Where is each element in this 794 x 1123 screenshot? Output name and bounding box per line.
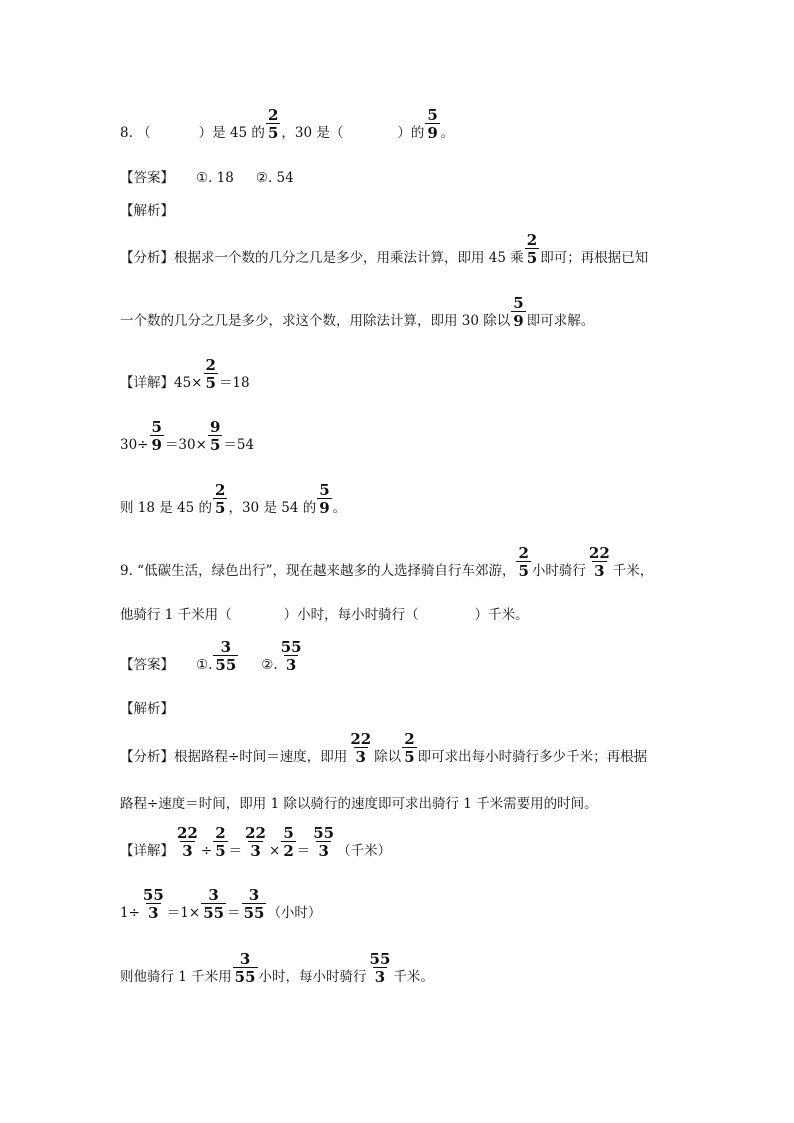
q9-detail-line2: 1÷ $\frac{55}{3}$ ＝1× $\frac{3}{55}$ ＝ $\frac{3}{55}$ （小时） [120,886,322,922]
fraction: $\frac{3}{55}$ [234,950,256,986]
fraction: $\frac{55}{3}$ [142,886,164,922]
fraction: $\frac{55}{3}$ [369,950,391,986]
q8-answer: 【答案】 ①. 18 ②. 54 [120,170,294,186]
fraction: $\frac{5}{9}$ [427,106,438,142]
fraction: $\frac{5}{9}$ [151,418,162,454]
fraction: $\frac{2}{5}$ [404,730,415,766]
fraction: $\frac{22}{3}$ [350,730,372,766]
fraction: $\frac{3}{55}$ [243,886,265,922]
fraction: $\frac{2}{5}$ [215,481,226,517]
q8-detail-line1: 【详解】45× $\frac{2}{5}$ ＝18 [120,356,250,392]
fraction: $\frac{5}{2}$ [283,824,294,860]
fraction: $\frac{2}{5}$ [267,106,279,142]
q9-detail-line1: 【详解】 $\frac{22}{3}$ ÷ $\frac{2}{5}$ ＝ $\frac{22}{3}$ × $\frac{5}{2}$ ＝ $\frac{55}{3}$ （千米） [120,824,392,860]
fraction: $\frac{22}{3}$ [177,824,198,860]
q9-conclusion: 则他骑行 1 千米用 $\frac{3}{55}$ 小时，每小时骑行 $\frac{55}{3}$ 千米。 [120,950,434,986]
fraction: $\frac{2}{5}$ [205,356,216,392]
q8-conclusion: 则 18 是 45 的 $\frac{2}{5}$ ，30 是 54 的 $\frac{5}{9}$ 。 [120,481,347,517]
q9-analysis-tag: 【解析】 [120,701,174,717]
fraction: $\frac{55}{3}$ [280,638,302,674]
q9-question-line2: 他骑行 1 千米用（ ）小时，每小时骑行（ ）千米。 [120,607,529,623]
fraction: $\frac{5}{9}$ [513,294,524,330]
q9-analysis-line2: 路程÷速度＝时间，即用 1 除以骑行的速度即可求出骑行 1 千米需要用的时间。 [120,796,598,812]
fraction: $\frac{22}{3}$ [245,824,266,860]
q8-detail-line2: 30÷ $\frac{5}{9}$ ＝30× $\frac{9}{5}$ ＝54 [120,418,255,454]
fraction: $\frac{9}{5}$ [209,418,221,454]
q8-analysis-tag: 【解析】 [120,203,174,219]
fraction: $\frac{2}{5}$ [518,544,529,580]
q8-question: 8. （ ）是 45 的 $\frac{2}{5}$ ，30 是（ ）的 $\frac{5}{9}$ 。 [120,106,455,142]
fraction: $\frac{2}{5}$ [526,231,538,267]
q8-analysis-line1: 【分析】根据求一个数的几分之几是多少，用乘法计算，即用 45 乘 $\frac{2}{5}$ 即可；再根据已知 [120,231,649,267]
fraction: $\frac{22}{3}$ [588,544,610,580]
fraction: $\frac{5}{9}$ [319,481,330,517]
fraction: $\frac{3}{55}$ [215,638,237,674]
fraction: $\frac{2}{5}$ [215,824,226,860]
q9-answer: 【答案】 ①. $\frac{3}{55}$ ②. $\frac{55}{3}$ [120,638,302,674]
q9-question-line1: 9. “低碳生活，绿色出行”，现在越来越多的人选择骑自行车郊游， $\frac{2}{5}$ 小时骑行 $\frac{22}{3}$ 千米， [120,544,654,580]
fraction: $\frac{3}{55}$ [203,886,225,922]
q9-analysis-line1: 【分析】根据路程÷时间＝速度，即用 $\frac{22}{3}$ 除以 $\frac{2}{5}$ 即可求出每小时骑行多少千米；再根据 [120,730,648,766]
fraction: $\frac{55}{3}$ [313,824,335,860]
q8-analysis-line2: 一个数的几分之几是多少，求这个数，用除法计算，即用 30 除以 $\frac{5}{9}$ 即可求解。 [120,294,595,330]
